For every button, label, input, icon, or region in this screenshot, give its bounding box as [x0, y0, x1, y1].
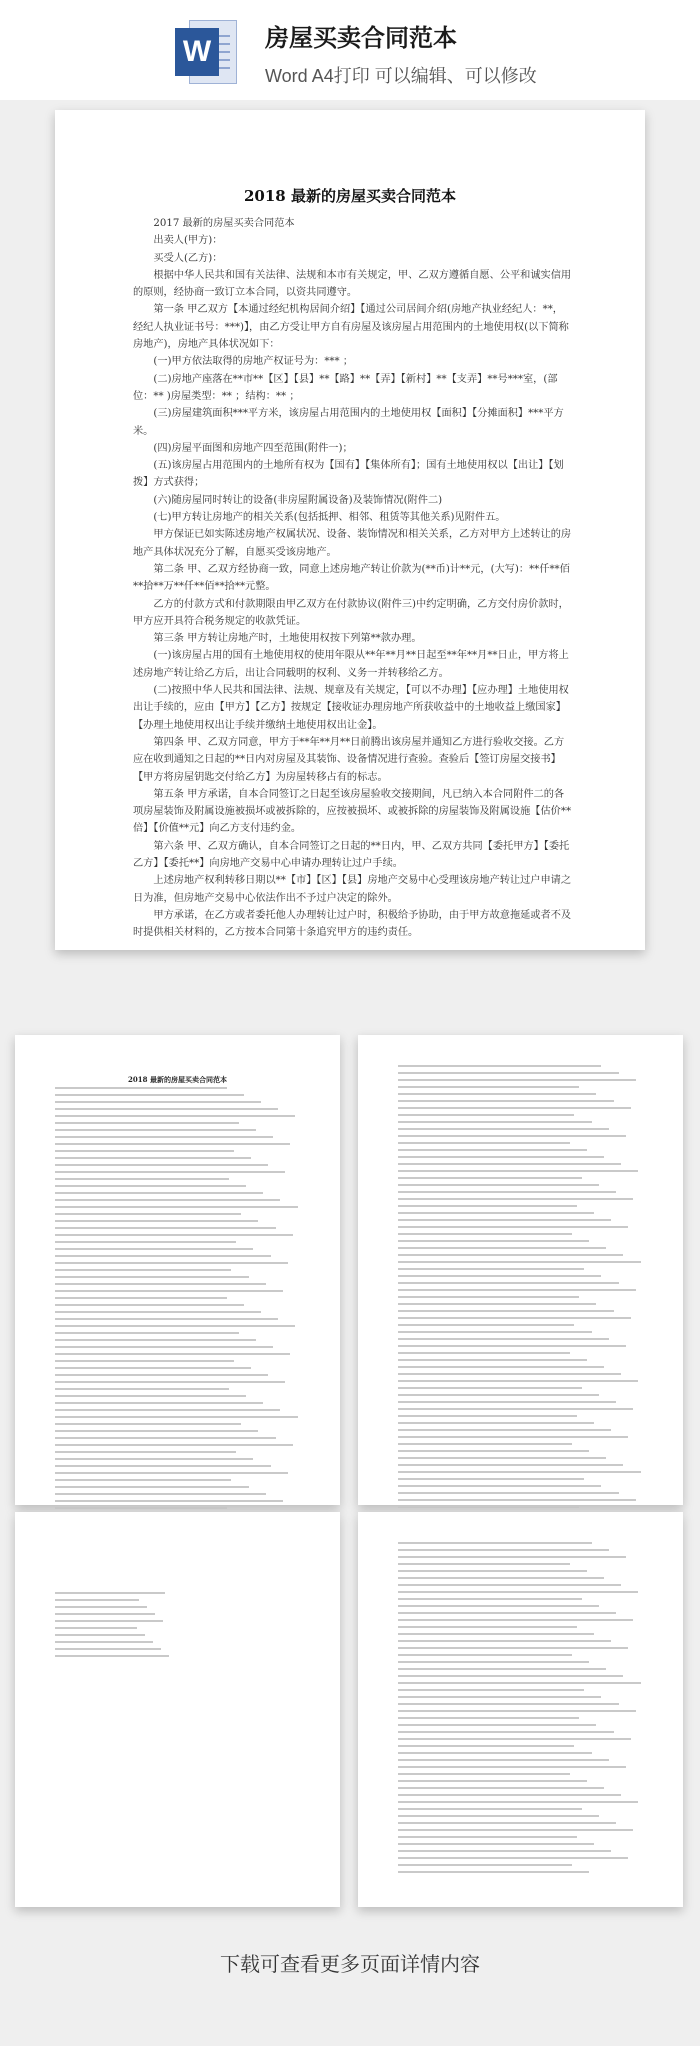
thumbnail-line [398, 1240, 589, 1242]
thumbnail-line [55, 1613, 155, 1615]
download-more-text[interactable]: 下载可查看更多页面详情内容 [220, 1954, 480, 1976]
thumbnail-line [398, 1857, 628, 1859]
thumbnail-line [55, 1164, 268, 1166]
thumbnail-line [55, 1255, 271, 1257]
thumbnail-line [398, 1633, 594, 1635]
thumbnail-line [398, 1324, 574, 1326]
thumbnail-line [55, 1108, 278, 1110]
document-preview-page-1 [55, 110, 645, 950]
thumbnail-line [55, 1311, 261, 1313]
thumbnail-line [398, 1261, 641, 1263]
thumbnail-line [398, 1499, 636, 1501]
thumbnail-line [55, 1479, 231, 1481]
thumbnail-line [398, 1478, 584, 1480]
thumbnail-line [55, 1367, 251, 1369]
thumbnail-line [398, 1549, 609, 1551]
thumbnail-line [398, 1864, 572, 1866]
thumbnail-line [55, 1171, 285, 1173]
thumbnail-line [55, 1458, 253, 1460]
thumbnail-line [398, 1408, 633, 1410]
thumbnail-line [398, 1429, 611, 1431]
thumbnail-line [55, 1332, 239, 1334]
thumbnail-text-lines [55, 1592, 170, 1662]
header-banner [0, 0, 700, 100]
document-paragraph: 第三条 甲方转让房地产时，土地使用权按下列第**款办理。 [153, 633, 422, 645]
thumbnail-line [55, 1304, 244, 1306]
thumbnail-line [398, 1275, 601, 1277]
thumbnail-text-lines [55, 1087, 300, 1521]
thumbnail-line [398, 1156, 604, 1158]
document-title: 2018 最新的房屋买卖合同范本 [244, 187, 456, 205]
thumbnail-line [398, 1233, 572, 1235]
thumbnail-line [55, 1227, 276, 1229]
thumbnail-line [55, 1486, 249, 1488]
thumbnail-line [398, 1836, 577, 1838]
thumbnail-line [398, 1829, 633, 1831]
thumbnail-line [55, 1199, 280, 1201]
thumbnail-text-lines [398, 1065, 643, 1513]
page-thumbnail-4[interactable] [358, 1512, 683, 1907]
thumbnail-line [398, 1226, 628, 1228]
thumbnail-line [55, 1262, 288, 1264]
document-paragraph: 第二条 甲、乙双方经协商一致，同意上述房地产转让价款为(**币)计**元，(大写)：**仟**佰**拾**万**仟**佰**拾**元整。 [133, 563, 570, 593]
thumbnail-line [55, 1129, 256, 1131]
document-paragraph: 第五条 甲方承诺，自本合同签订之日起至该房屋验收交接期间，凡已纳入本合同附件二的各项房屋装饰及附属设施被损坏或被拆除的，应按被损坏、或被拆除的房屋装饰及附属设施【估价**倍】【价值**元】向乙方支付违约金。 [133, 788, 572, 835]
thumbnail-line [55, 1599, 139, 1601]
thumbnail-line [398, 1780, 587, 1782]
thumbnail-line [55, 1388, 229, 1390]
thumbnail-line [398, 1717, 579, 1719]
thumbnail-line [55, 1339, 256, 1341]
document-paragraph: 甲方保证已如实陈述房地产权属状况、设备、装饰情况和相关关系，乙方对甲方上述转让的房地产具体状况充分了解，自愿买受该房地产。 [133, 529, 572, 558]
thumbnail-line [55, 1297, 227, 1299]
thumbnail-line [398, 1450, 589, 1452]
thumbnail-line [398, 1065, 601, 1067]
document-paragraph: (二)按照中华人民共和国法律、法规、规章及有关规定，【可以不办理】【应办理】土地使用权出让手续的，应由【甲方】【乙方】按规定【接收证办理房地产所获收益中的土地收益上缴国家】【办理土地使用权出让手续并缴纳土地使用权出让金】。 [133, 685, 569, 731]
thumbnail-line [398, 1605, 599, 1607]
thumbnail-line [398, 1556, 626, 1558]
thumbnail-line [55, 1592, 165, 1594]
thumbnail-line [55, 1269, 231, 1271]
document-paragraph: 第六条 甲、乙双方确认，自本合同签订之日起的**日内，甲、乙双方共同【委托甲方】【委托乙方】【委托**】向房地产交易中心申请办理转让过户手续。 [133, 840, 570, 869]
thumbnail-line [55, 1360, 234, 1362]
thumbnail-line [398, 1170, 638, 1172]
thumbnail-line [55, 1430, 258, 1432]
thumbnail-line [55, 1290, 283, 1292]
thumbnail-line [398, 1640, 611, 1642]
thumbnail-line [398, 1464, 623, 1466]
thumbnail-line [398, 1310, 614, 1312]
document-paragraph: (二)房地产座落在**市**【区】【县】**【路】**【弄】【新村】**【支弄】**号***室，(部位：** )房屋类型：** ；结构：** ； [133, 373, 558, 402]
thumbnail-line [55, 1318, 278, 1320]
page-title: 房屋买卖合同范本 [265, 25, 457, 52]
thumbnail-line [398, 1794, 621, 1796]
thumbnail-line [398, 1247, 606, 1249]
thumbnail-line [55, 1087, 227, 1089]
thumbnail-line [55, 1234, 293, 1236]
thumbnail-line [398, 1282, 619, 1284]
thumbnail-line [55, 1213, 241, 1215]
document-paragraph: 上述房地产权利转移日期以**【市】【区】【县】房地产交易中心受理该房地产转让过户申请之日为准，但房地产交易中心依法作出不予过户决定的除外。 [133, 875, 572, 904]
thumbnail-line [55, 1500, 283, 1502]
thumbnail-line [398, 1710, 636, 1712]
thumbnail-line [55, 1101, 261, 1103]
thumbnail-line [398, 1114, 574, 1116]
thumbnail-line [398, 1542, 592, 1544]
thumbnail-line [398, 1289, 636, 1291]
thumbnail-line [398, 1401, 616, 1403]
thumbnail-line [398, 1703, 619, 1705]
page-subtitle: Word A4打印 可以编辑、可以修改 [265, 66, 537, 86]
thumbnail-line [398, 1338, 609, 1340]
thumbnail-line [55, 1507, 227, 1509]
thumbnail-line [398, 1380, 638, 1382]
thumbnail-line [55, 1185, 246, 1187]
thumbnail-line [398, 1563, 570, 1565]
thumbnail-line [398, 1808, 582, 1810]
document-paragraph: 甲方承诺，在乙方或者委托他人办理转让过户时，积极给予协助，由于甲方故意拖延或者不及时提供相关材料的，乙方按本合同第十条追究甲方的违约责任。 [133, 909, 572, 939]
thumbnail-line [398, 1752, 592, 1754]
thumbnail-line [398, 1577, 604, 1579]
thumbnail-line [55, 1395, 246, 1397]
document-paragraph: 买受人(乙方)： [153, 252, 223, 264]
thumbnail-line [398, 1738, 631, 1740]
thumbnail-line [55, 1094, 244, 1096]
thumbnail-line [398, 1072, 619, 1074]
thumbnail-line [398, 1787, 604, 1789]
thumbnail-line [398, 1373, 621, 1375]
word-document-icon [175, 20, 237, 84]
document-paragraph: 第四条 甲、乙双方同意，甲方于**年**月**日前腾出该房屋并通知乙方进行验收交接。乙方应在收到通知之日起的**日内对房屋及其装饰、设备情况进行查验。查验后【签订房屋交接书】【甲方将房屋钥匙交付给乙方】为房屋转移占有的标志。 [133, 736, 565, 783]
page-thumbnail-1[interactable] [15, 1035, 340, 1505]
document-paragraph: (五)该房屋占用范围内的土地所有权为【国有】【集体所有】；国有土地使用权以【出让】【划拨】方式获得； [133, 460, 564, 489]
thumbnail-line [398, 1570, 587, 1572]
document-paragraph: (三)房屋建筑面积***平方米，该房屋占用范围内的土地使用权【面积】【分摊面积】***平方米。 [133, 408, 564, 437]
document-paragraph: 根据中华人民共和国有关法律、法规和本市有关规定，甲、乙双方遵循自愿、公平和诚实信用的原则，经协商一致订立本合同，以资共同遵守。 [133, 269, 572, 299]
thumbnail-line [55, 1451, 236, 1453]
document-body [133, 215, 573, 941]
thumbnail-line [55, 1143, 290, 1145]
thumbnail-line [55, 1655, 169, 1657]
thumbnail-line [398, 1731, 614, 1733]
thumbnail-line [398, 1128, 609, 1130]
thumbnail-line [398, 1668, 606, 1670]
thumbnail-line [398, 1822, 616, 1824]
thumbnail-line [398, 1661, 589, 1663]
thumbnail-line [398, 1766, 626, 1768]
thumbnail-line [398, 1422, 594, 1424]
thumbnail-line [398, 1268, 584, 1270]
thumbnail-line [55, 1115, 295, 1117]
thumbnail-line [55, 1641, 153, 1643]
thumbnail-line [398, 1303, 596, 1305]
thumbnail-line [55, 1648, 161, 1650]
thumbnail-line [55, 1150, 234, 1152]
thumbnail-line [398, 1689, 584, 1691]
thumbnail-line [398, 1345, 626, 1347]
thumbnail-line [55, 1178, 229, 1180]
thumbnail-line [55, 1627, 137, 1629]
thumbnail-line [398, 1696, 601, 1698]
thumbnail-line [398, 1773, 570, 1775]
thumbnail-line [398, 1815, 599, 1817]
thumbnail-line [55, 1444, 293, 1446]
thumbnail-line [398, 1647, 628, 1649]
thumbnail-line [398, 1471, 641, 1473]
thumbnail-line [55, 1248, 253, 1250]
thumbnail-line [55, 1409, 280, 1411]
thumbnail-line [398, 1492, 619, 1494]
thumbnail-line [398, 1843, 594, 1845]
thumbnail-line [398, 1149, 587, 1151]
page-thumbnail-3[interactable] [15, 1512, 340, 1907]
document-paragraph: 第一条 甲乙双方【本通过经纪机构居间介绍】【通过公司居间介绍(房地产执业经纪人：**，经纪人执业证书号：***)】，由乙方受让甲方自有房屋及该房屋占用范围内的土地使用权(以下简称房地产)，房地产具体状况如下： [133, 304, 569, 351]
thumbnail-line [398, 1443, 572, 1445]
thumbnail-line [55, 1472, 288, 1474]
thumbnail-line [398, 1654, 572, 1656]
thumbnail-line [398, 1584, 621, 1586]
thumbnail-line [398, 1675, 623, 1677]
word-icon-letter: W [175, 28, 219, 76]
thumbnail-line [398, 1485, 601, 1487]
document-paragraph: (一)该房屋占用的国有土地使用权的使用年限从**年**月**日起至**年**月**日止，甲方将上述房地产转让给乙方后，出让合同载明的权利、义务一并转移给乙方。 [133, 650, 569, 679]
thumbnail-line [55, 1606, 147, 1608]
thumbnail-line [398, 1850, 611, 1852]
thumbnail-line [55, 1283, 266, 1285]
thumbnail-line [398, 1682, 641, 1684]
thumbnail-line [55, 1381, 285, 1383]
thumbnail-line [398, 1219, 611, 1221]
thumbnail-line [55, 1493, 266, 1495]
thumbnail-line [398, 1626, 577, 1628]
thumbnail-line [398, 1142, 570, 1144]
thumbnail-line [398, 1331, 592, 1333]
thumbnail-line [55, 1122, 239, 1124]
thumbnail-line [55, 1206, 298, 1208]
thumbnail-line [398, 1317, 631, 1319]
thumbnail-line [398, 1079, 636, 1081]
thumbnail-line [398, 1086, 579, 1088]
thumbnail-line [398, 1612, 616, 1614]
thumbnail-line [55, 1346, 273, 1348]
thumbnail-line [398, 1598, 582, 1600]
thumbnail-line [398, 1457, 606, 1459]
thumbnail-line [398, 1100, 614, 1102]
thumbnail-line [55, 1620, 163, 1622]
thumbnail-line [398, 1352, 570, 1354]
thumbnail-line [398, 1254, 623, 1256]
document-paragraph: (四)房屋平面图和房地产四至范围(附件一)； [153, 442, 353, 454]
thumbnail-line [398, 1591, 638, 1593]
thumbnail-line [398, 1191, 616, 1193]
thumbnail-line [55, 1241, 236, 1243]
thumbnail-line [55, 1353, 290, 1355]
thumbnail-line [398, 1198, 633, 1200]
thumbnail-line [398, 1212, 594, 1214]
thumbnail-line [398, 1871, 589, 1873]
thumbnail-line [398, 1801, 638, 1803]
thumbnail-line [398, 1506, 579, 1508]
thumbnail-line [55, 1634, 145, 1636]
thumbnail-line [55, 1325, 295, 1327]
thumbnail-line [55, 1220, 258, 1222]
thumbnail-line [398, 1394, 599, 1396]
document-paragraph: (一)甲方依法取得的房地产权证号为：*** ； [153, 356, 354, 368]
document-paragraph: (七)甲方转让房地产的相关关系(包括抵押、相邻、租赁等其他关系)见附件五。 [153, 512, 506, 524]
thumbnail-text-lines [398, 1542, 643, 1878]
thumbnail-line [398, 1359, 587, 1361]
thumbnail-line [398, 1121, 592, 1123]
thumbnail-line [398, 1619, 633, 1621]
thumbnail-line [55, 1465, 271, 1467]
thumbnail-line [398, 1759, 609, 1761]
thumbnail-line [55, 1402, 263, 1404]
thumbnail-line [55, 1374, 268, 1376]
thumbnail-line [55, 1157, 251, 1159]
thumbnail-line [398, 1205, 577, 1207]
thumbnail-line [398, 1366, 604, 1368]
document-paragraph: 出卖人(甲方)： [153, 235, 223, 247]
thumbnail-line [398, 1724, 596, 1726]
thumbnail-line [55, 1192, 263, 1194]
thumbnail-line [398, 1177, 582, 1179]
thumbnail-line [398, 1093, 596, 1095]
thumbnail-line [398, 1135, 626, 1137]
thumbnail-line [398, 1184, 599, 1186]
thumbnail-line [398, 1387, 582, 1389]
thumbnail-line [398, 1296, 579, 1298]
thumbnail-title: 2018 最新的房屋买卖合同范本 [128, 1075, 227, 1084]
thumbnail-line [398, 1163, 621, 1165]
document-paragraph: 乙方的付款方式和付款期限由甲乙双方在付款协议(附件三)中约定明确，乙方交付房价款时，甲方应开具符合税务规定的收款凭证。 [133, 598, 569, 627]
thumbnail-line [398, 1107, 631, 1109]
page-thumbnail-2[interactable] [358, 1035, 683, 1505]
thumbnail-line [398, 1436, 628, 1438]
document-paragraph: 2017 最新的房屋买卖合同范本 [153, 218, 295, 229]
document-paragraph: (六)随房屋同时转让的设备(非房屋附属设备)及装饰情况(附件二) [153, 494, 443, 506]
thumbnail-line [55, 1423, 241, 1425]
thumbnail-line [55, 1437, 276, 1439]
thumbnail-line [398, 1415, 577, 1417]
thumbnail-line [398, 1745, 574, 1747]
thumbnail-line [55, 1136, 273, 1138]
thumbnail-line [55, 1416, 298, 1418]
thumbnail-line [55, 1276, 249, 1278]
